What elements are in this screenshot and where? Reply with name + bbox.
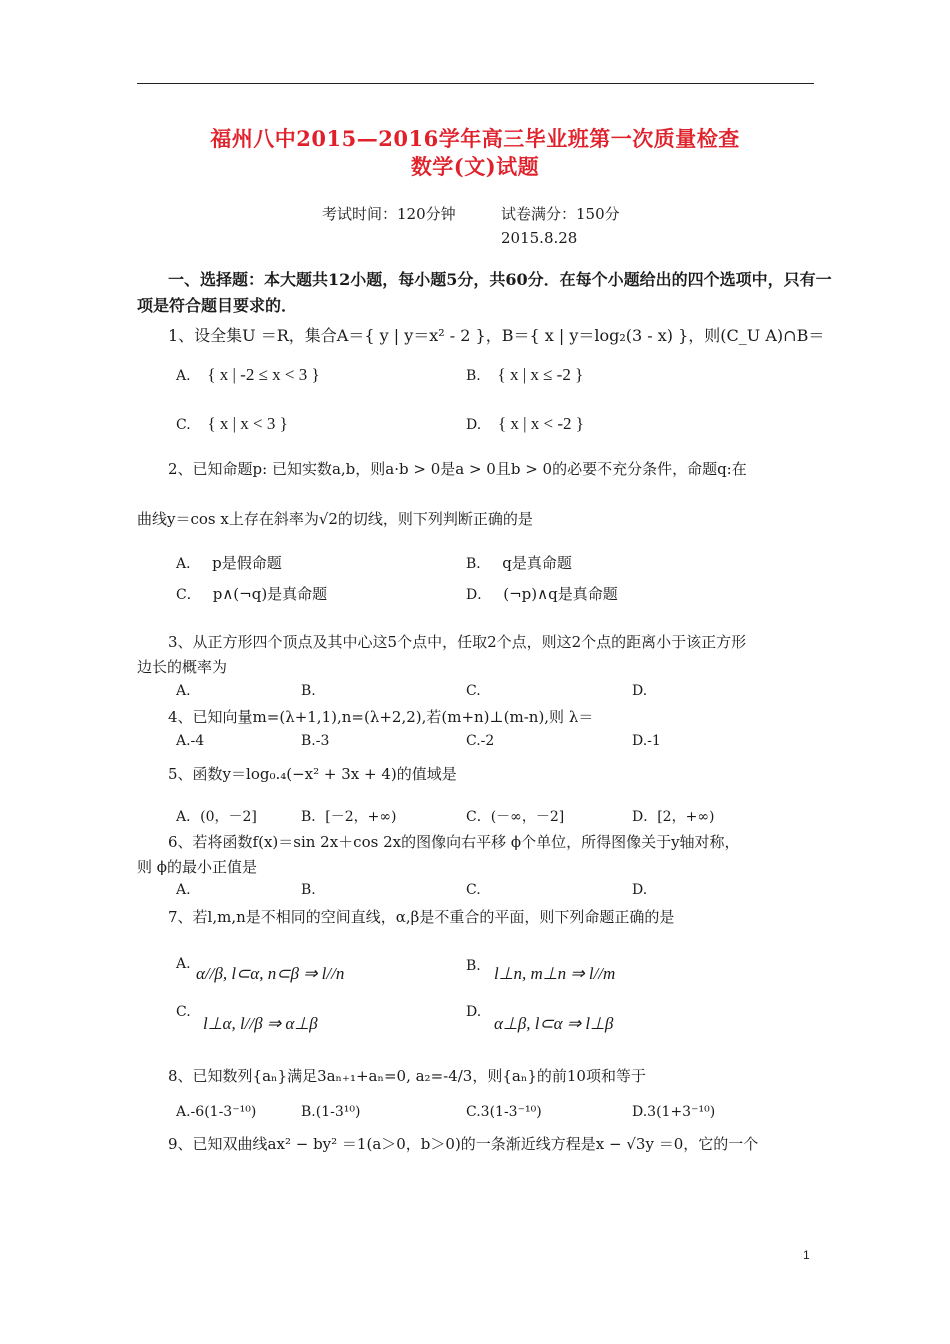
q3-option-b: B. <box>301 683 316 699</box>
question-2-line-1: 2、已知命题p: 已知实数a,b，则a·b > 0是a > 0且b > 0的必要不充分条件，命题q:在 <box>168 460 747 478</box>
q1-option-b-text: { x | x ≤ -2 } <box>497 365 584 384</box>
q4-option-a: A.-4 <box>176 733 205 749</box>
question-3-line-2: 边长的概率为 <box>137 658 228 676</box>
q5-option-c: C．(－∞，－2] <box>466 809 565 825</box>
question-7-stem: 7、若l,m,n是不相同的空间直线，α,β是不重合的平面，则下列命题正确的是 <box>168 908 675 926</box>
q1-option-d-text: { x | x < -2 } <box>497 414 584 433</box>
q2-option-c: C． p∧(¬q)是真命题 <box>176 585 328 603</box>
q6-option-c: C. <box>466 882 481 898</box>
question-1-stem: 1、设全集U ＝R，集合A＝{ y | y＝x² - 2 }，B＝{ x | y＝log₂(3 - x) }，则(C_U A)∩B＝ <box>168 326 825 345</box>
q5-option-d: D．[2，+∞) <box>632 809 715 825</box>
q3-option-c: C. <box>466 683 481 699</box>
q2-option-c-text: p∧(¬q)是真命题 <box>212 585 328 603</box>
q2-option-d: D． (¬p)∧q是真命题 <box>466 585 618 603</box>
q2-option-a-text: p是假命题 <box>212 554 282 572</box>
title-line-2: 数学(文)试题 <box>410 154 540 179</box>
question-6-line-2: 则 ϕ的最小正值是 <box>137 858 257 876</box>
header-rule <box>137 83 814 84</box>
q1-option-a: A. { x | -2 ≤ x < 3 } <box>176 365 320 384</box>
q7-option-a: A. <box>176 956 191 972</box>
q4-option-b: B.-3 <box>301 733 330 749</box>
q7-option-b: B. <box>466 958 481 974</box>
q1-option-a-text: { x | -2 ≤ x < 3 } <box>207 365 320 384</box>
q7-option-d: D. <box>466 1004 482 1020</box>
q2-option-a: A． p是假命题 <box>176 554 282 572</box>
q1-option-c: C. { x | x < 3 } <box>176 414 288 433</box>
q2-option-d-text: (¬p)∧q是真命题 <box>503 585 618 603</box>
q7-option-d-text: α⊥β, l⊂α ⇒ l⊥β <box>494 1014 614 1033</box>
question-4-stem: 4、已知向量m=(λ+1,1),n=(λ+2,2),若(m+n)⊥(m-n),则 λ＝ <box>168 708 594 726</box>
question-5-stem: 5、函数y＝log₀.₄(−x² + 3x + 4)的值域是 <box>168 765 457 783</box>
q4-option-c: C.-2 <box>466 733 495 749</box>
q8-option-b: B.(1-3¹⁰) <box>301 1104 361 1120</box>
q7-option-b-text: l⊥n, m⊥n ⇒ l//m <box>494 964 616 983</box>
exam-time: 考试时间：120分钟 <box>322 205 456 223</box>
full-score: 试卷满分：150分 <box>501 205 620 223</box>
q7-option-c: C. <box>176 1004 191 1020</box>
q6-option-a: A. <box>176 882 191 898</box>
q5-option-b: B．[－2，+∞) <box>301 809 397 825</box>
question-8-stem: 8、已知数列{aₙ}满足3aₙ₊₁+aₙ=0, a₂=-4/3，则{aₙ}的前10项和等于 <box>168 1067 646 1085</box>
q3-option-d: D. <box>632 683 648 699</box>
page-number: 1 <box>803 1248 810 1262</box>
q6-option-b: B. <box>301 882 316 898</box>
q2-option-b: B． q是真命题 <box>466 554 572 572</box>
q8-option-d: D.3(1+3⁻¹⁰) <box>632 1104 716 1120</box>
q6-option-d: D. <box>632 882 648 898</box>
q1-option-c-text: { x | x < 3 } <box>207 414 288 433</box>
q1-option-b: B. { x | x ≤ -2 } <box>466 365 584 384</box>
section-heading-line-2: 项是符合题目要求的． <box>137 296 298 315</box>
q8-option-a: A.-6(1-3⁻¹⁰) <box>176 1104 257 1120</box>
q1-option-d: D. { x | x < -2 } <box>466 414 584 433</box>
q5-option-a: A．(0，－2] <box>176 809 257 825</box>
question-2-line-2: 曲线y＝cos x上存在斜率为√2的切线，则下列判断正确的是 <box>137 510 533 528</box>
q2-option-b-text: q是真命题 <box>502 554 572 572</box>
q7-option-a-text: α//β, l⊂α, n⊂β ⇒ l//n <box>196 964 345 983</box>
section-heading-line-1: 一、选择题：本大题共12小题，每小题5分，共60分．在每个小题给出的四个选项中，只有一 <box>168 270 832 289</box>
title-line-1: 福州八中2015—2016学年高三毕业班第一次质量检查 <box>210 126 740 151</box>
q3-option-a: A. <box>176 683 191 699</box>
question-6-line-1: 6、若将函数f(x)＝sin 2x＋cos 2x的图像向右平移 ϕ个单位，所得图像关于y轴对称， <box>168 833 740 851</box>
q7-option-c-text: l⊥α, l//β ⇒ α⊥β <box>203 1014 318 1033</box>
question-3-line-1: 3、从正方形四个顶点及其中心这5个点中，任取2个点，则这2个点的距离小于该正方形 <box>168 633 747 651</box>
question-9-stem: 9、已知双曲线ax² − by² ＝1(a＞0，b＞0)的一条渐近线方程是x − √3y ＝0，它的一个 <box>168 1135 759 1153</box>
q4-option-d: D.-1 <box>632 733 661 749</box>
q8-option-c: C.3(1-3⁻¹⁰) <box>466 1104 542 1120</box>
exam-date: 2015.8.28 <box>501 229 578 247</box>
